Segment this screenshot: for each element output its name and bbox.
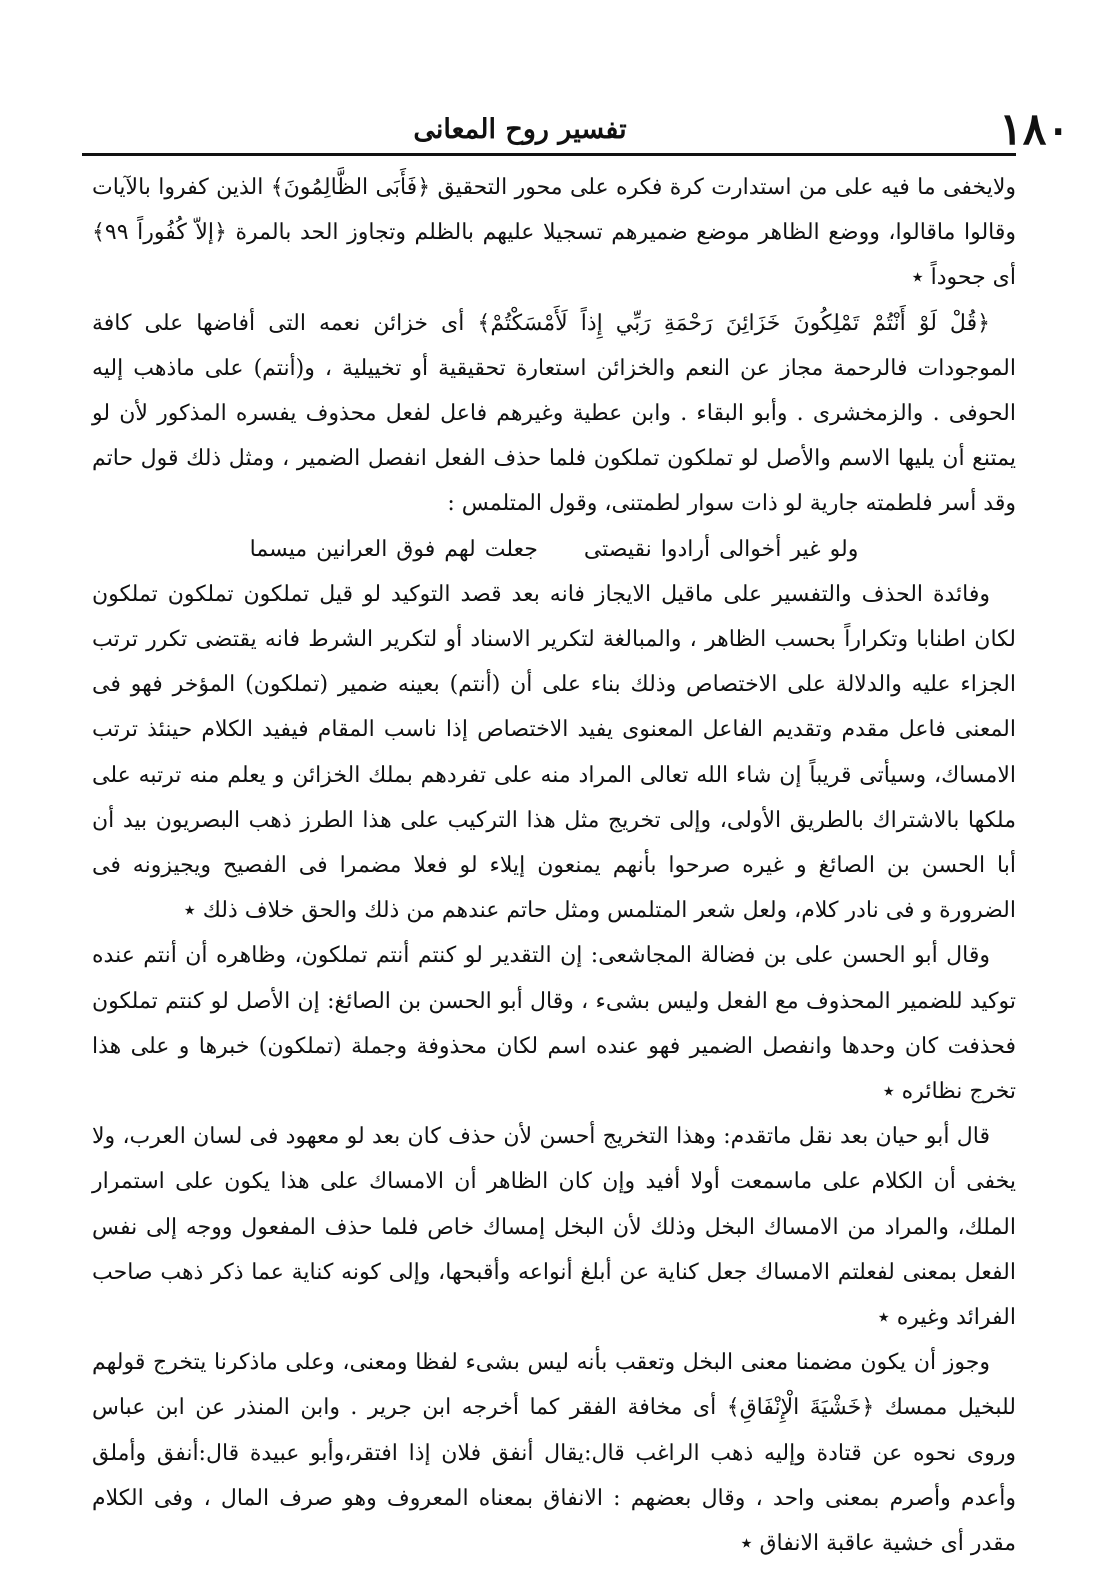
page-number: ١٨٠	[999, 104, 1070, 155]
verse-first-hemistich: ولو غير أخوالى أرادوا نقيصتى	[583, 536, 859, 562]
paragraph-4: وقال أبو الحسن على بن فضالة المجاشعى: إن التقدير لو كنتم أنتم تملكون، وظاهره أن أنتم عنده توكيد للضمير المحذوف مع الفعل وليس بشىء ، وقال أبو الحسن بن الصائغ: إن الأصل لو كنتم تملكون فحذفت كان وحدها وانفصل الضمير فهو عنده اسم لكان محذوفة وجملة (تملكون) خبرها و على هذا تخرج نظائره ٭	[92, 943, 1016, 1105]
poetry-verse	[92, 527, 1016, 572]
page-header	[82, 104, 1070, 155]
paragraph-5: قال أبو حيان بعد نقل ماتقدم: وهذا التخريج أحسن لأن حذف كان بعد لو معهود فى لسان العرب، ولا يخفى أن الكلام على ماسمعت أولا أفيد وإن كان الظاهر أن الامساك على هذا يكون على استمرار الملك، والمراد من الامساك البخل وذلك لأن البخل إمساك خاص فلما حذف المفعول ووجه إلى نفس الفعل بمعنى لفعلتم الامساك جعل كناية عن أبلغ أنواعه وأقبحها، وإلى كونه كناية عما ذكر ذهب صاحب الفرائد وغيره ٭	[92, 1124, 1016, 1331]
running-title: تفسير روح المعانى	[413, 114, 627, 145]
verse-second-hemistich: جعلت لهم فوق العرانين ميسما	[249, 536, 538, 562]
paragraph-2: ﴿قُلْ لَوْ أَنْتُمْ تَمْلِكُونَ خَزَائِنَ رَحْمَةِ رَبِّي إِذاً لَأَمْسَكْتُمْ﴾ أى خزائن نعمه التى أفاضها على كافة الموجودات فالرحمة مجاز عن النعم والخزائن استعارة تحقيقية أو تخييلية ، و(أنتم) على ماذهب إليه الحوفى . والزمخشرى . وأبو البقاء . وابن عطية وغيرهم فاعل لفعل محذوف يفسره المذكور لأن لو يمتنع أن يليها الاسم والأصل لو تملكون تملكون فلما حذف الفعل انفصل الضمير ، ومثل ذلك قول حاتم وقد أسر فلطمته جارية لو ذات سوار لطمتنى، وقول المتلمس :	[92, 310, 1016, 517]
paragraph-6: وجوز أن يكون مضمنا معنى البخل وتعقب بأنه ليس بشىء لفظا ومعنى، وعلى ماذكرنا يتخرج قولهم للبخيل ممسك ﴿خَشْيَةَ الْإِنْفَاقِ﴾ أى مخافة الفقر كما أخرجه ابن جرير . وابن المنذر عن ابن عباس وروى نحوه عن قتادة وإليه ذهب الراغب قال:يقال أنفق فلان إذا افتقر،وأبو عبيدة قال:أنفق وأملق وأعدم وأصرم بمعنى واحد ، وقال بعضهم : الانفاق بمعناه المعروف وهو صرف المال ، وفى الكلام مقدر أى خشية عاقبة الانفاق ٭	[92, 1350, 1016, 1557]
page-body	[92, 165, 1016, 1566]
header-rule	[82, 153, 1016, 156]
paragraph-1: ولايخفى ما فيه على من استدارت كرة فكره على محور التحقيق ﴿فَأَبَى الظَّالِمُونَ﴾ الذين كفروا بالآيات وقالوا ماقالوا، ووضع الظاهر موضع ضميرهم تسجيلا عليهم بالظلم وتجاوز الحد بالمرة ﴿إلاّ كُفُوراً ٩٩﴾ أى جحوداً ٭	[92, 175, 1016, 291]
paragraph-3: وفائدة الحذف والتفسير على ماقيل الايجاز فانه بعد قصد التوكيد لو قيل تملكون تملكون تملكون لكان اطنابا وتكراراً بحسب الظاهر ، والمبالغة لتكرير الاسناد أو لتكرير الشرط فانه يقتضى تكرر ترتب الجزاء عليه والدلالة على الاختصاص وذلك بناء على أن (أنتم) بعينه ضمير (تملكون) المؤخر فهو فى المعنى فاعل مقدم وتقديم الفاعل المعنوى يفيد الاختصاص إذا ناسب المقام فيفيد الكلام حينئذ ترتب الامساك، وسيأتى قريباً إن شاء الله تعالى المراد منه على تفردهم بملك الخزائن و يعلم منه ترتبه على ملكها بالاشتراك بالطريق الأولى، وإلى تخريج مثل هذا التركيب على هذا الطرز ذهب البصريون بيد أن أبا الحسن بن الصائغ و غيره صرحوا بأنهم يمنعون إيلاء لو فعلا مضمرا فى الفصيح ويجيزونه فى الضرورة و فى نادر كلام، ولعل شعر المتلمس ومثل حاتم عندهم من ذلك والحق خلاف ذلك ٭	[92, 581, 1016, 924]
